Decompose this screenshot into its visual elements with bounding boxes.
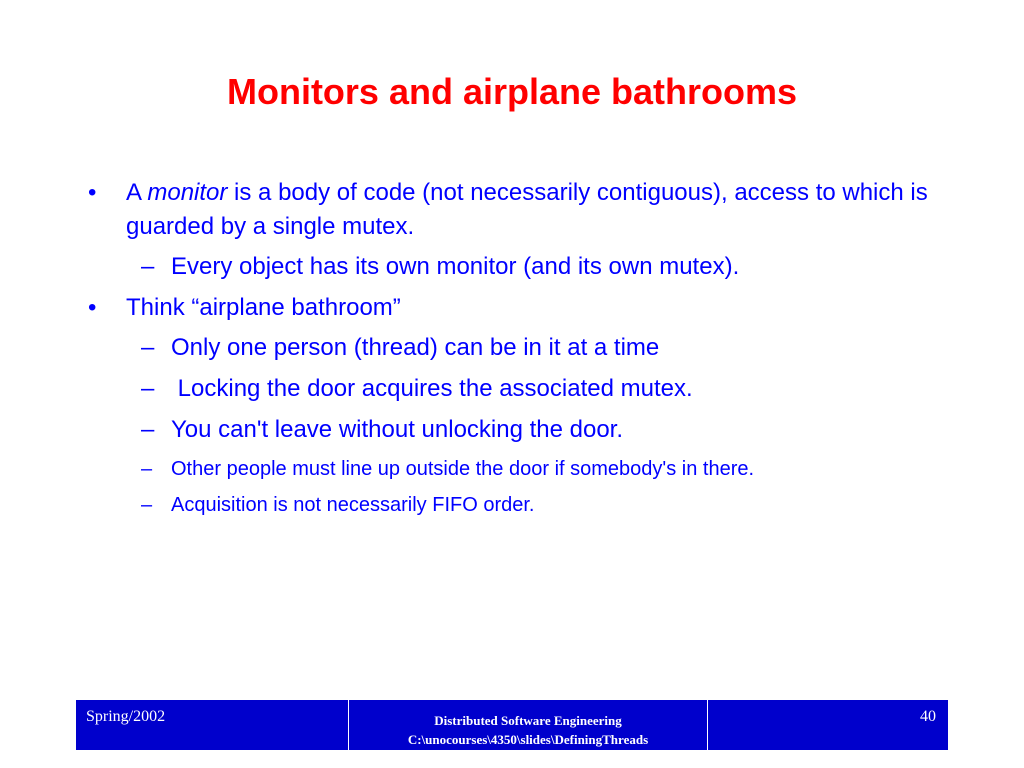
sub-bullet-text: Only one person (thread) can be in it at a time bbox=[171, 334, 660, 361]
bullet-text: Think “airplane bathroom” bbox=[126, 294, 401, 321]
bullet-text-emphasis: monitor bbox=[147, 179, 228, 206]
sub-bullet-item bbox=[141, 413, 971, 447]
dash-marker: – bbox=[141, 375, 155, 402]
sub-bullet-item bbox=[141, 490, 971, 520]
sub-bullet-text: Acquisition is not necessarily FIFO order. bbox=[171, 494, 535, 516]
dash-marker: – bbox=[141, 494, 153, 516]
sub-bullet-item bbox=[141, 250, 971, 284]
bullet-item bbox=[88, 291, 946, 325]
footer-file-path: C:\unocourses\4350\slides\DefiningThreads bbox=[407, 732, 649, 747]
footer-course-title: Distributed Software Engineering bbox=[434, 713, 622, 728]
bullet-text-rest: is a body of code (not necessarily contiguous), access to which is guarded by a single mutex. bbox=[126, 179, 928, 240]
dash-marker: – bbox=[141, 416, 155, 443]
slide-body bbox=[0, 176, 1024, 526]
sub-bullet-text: Every object has its own monitor (and its own mutex). bbox=[171, 253, 740, 280]
sub-bullet-text: Other people must line up outside the door if somebody's in there. bbox=[171, 458, 755, 480]
sub-bullet-item bbox=[141, 454, 971, 484]
slide-footer bbox=[76, 700, 948, 750]
footer-course-info bbox=[349, 700, 708, 750]
sub-bullet-text: Locking the door acquires the associated mutex. bbox=[171, 375, 693, 402]
bullet-marker: • bbox=[88, 294, 97, 321]
dash-marker: – bbox=[141, 458, 153, 480]
dash-marker: – bbox=[141, 334, 155, 361]
footer-page-number: 40 bbox=[920, 708, 936, 725]
footer-date: Spring/2002 bbox=[76, 700, 349, 750]
bullet-marker: • bbox=[88, 179, 97, 206]
bullet-item bbox=[88, 176, 946, 244]
dash-marker: – bbox=[141, 253, 155, 280]
sub-bullet-text: You can't leave without unlocking the door. bbox=[171, 416, 624, 443]
slide-title: Monitors and airplane bathrooms bbox=[226, 71, 798, 112]
sub-bullet-item bbox=[141, 331, 971, 365]
bullet-text-prefix: A bbox=[126, 179, 148, 206]
sub-bullet-item bbox=[141, 372, 971, 406]
